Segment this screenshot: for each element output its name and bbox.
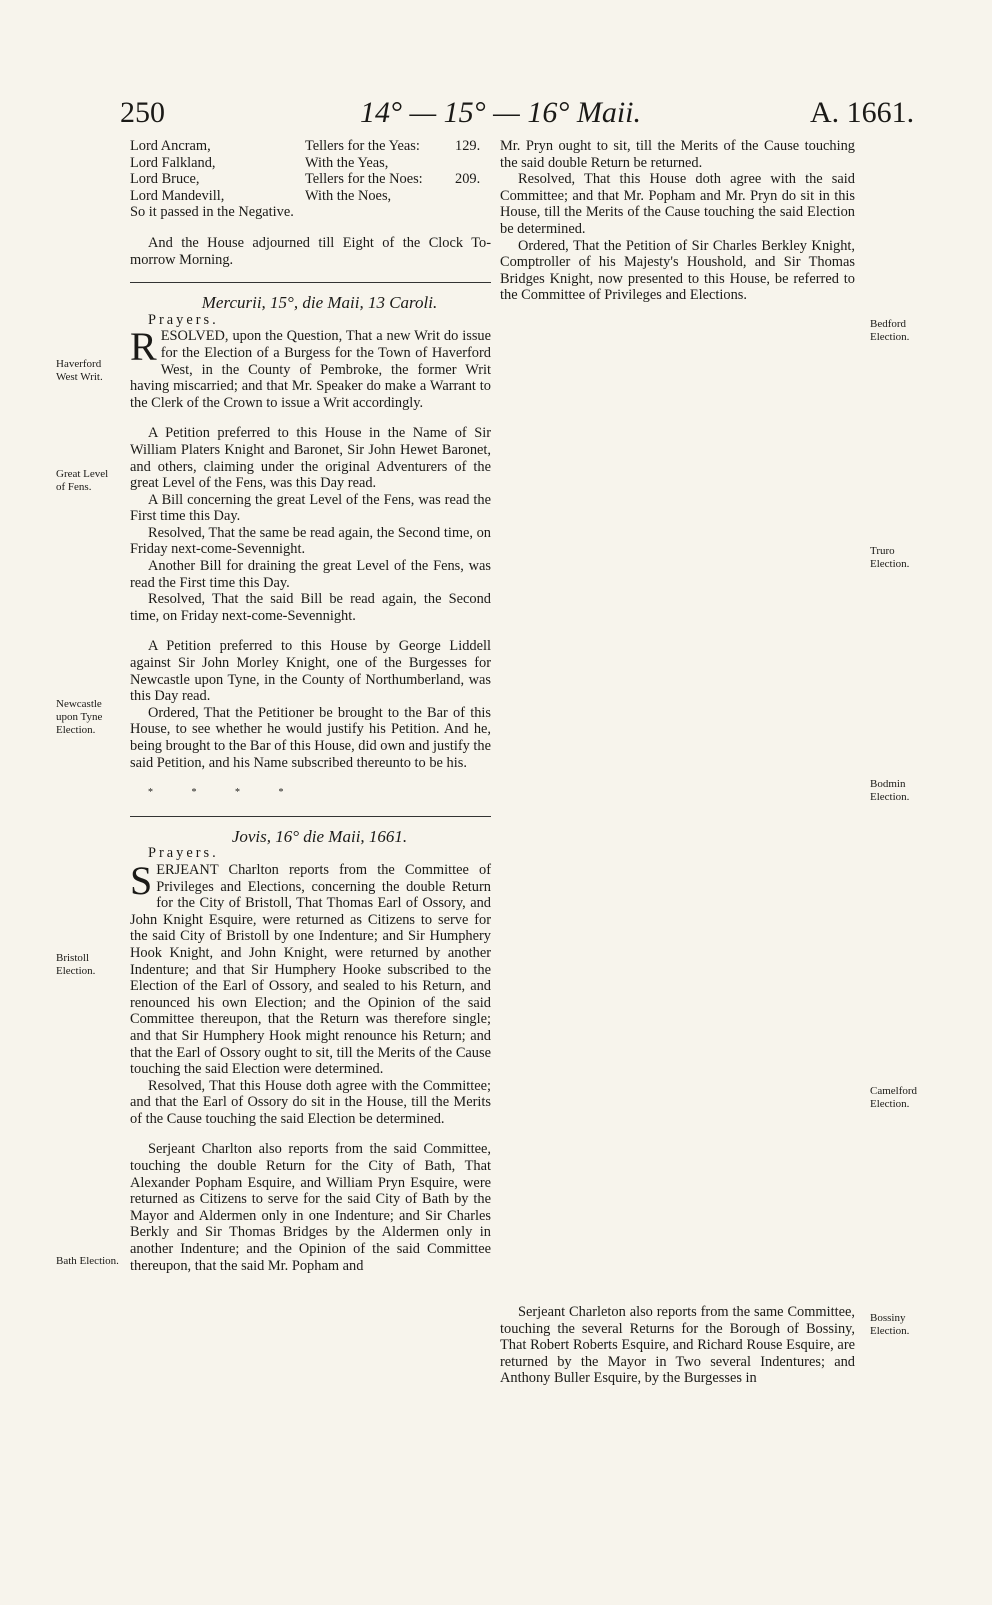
section-rule — [130, 816, 491, 817]
margin-haverford: Haverford West Writ. — [56, 358, 103, 383]
paragraph-bristoll — [130, 857, 491, 1078]
margin-camelford: Camelford Election. — [870, 1085, 918, 1110]
paragraph-bill-fens: A Bill concerning the great Level of the Fens, was read the First time this Day. — [130, 491, 491, 525]
tellers-list — [130, 138, 491, 204]
margin-bedford: Bedford Election. — [870, 318, 910, 343]
paragraph-ordered-newcastle: Ordered, That the Petitioner be brought to the Bar of this House, to see whether he would justify his Petition. And he, being brought to the Bar of this House, did own and justify the said Petition, and his Name subscribed thereunto to be his. — [130, 704, 491, 771]
paragraph-bath-continued: Mr. Pryn ought to sit, till the Merits of the Cause touching the said double Return be returned. — [500, 138, 855, 171]
left-column — [130, 138, 491, 1274]
paragraph-resolved-fens: Resolved, That the same be read again, the Second time, on Friday next-come-Sevennight. — [130, 524, 492, 558]
teller-count: 129. — [455, 138, 481, 154]
paragraph-ordered-berkley: Ordered, That the Petition of Sir Charles Berkley Knight, Comptroller of his Majesty's Houshold, and Sir Thomas Bridges Knight, now presented to this House, be referred to the Committee of Privileges and Elections. — [500, 237, 855, 304]
section-heading-jovis: Jovis, 16° die Maii, 1661. — [231, 826, 408, 846]
margin-bossiny: Bossiny Election. — [870, 1312, 910, 1337]
teller-count — [455, 188, 495, 205]
paragraph-text: ESOLVED, upon the Question, That a new Writ do issue for the Election of a Burgess for the Town of Haverford West, in the County of Pembroke, the former Writ having miscarried; and that Mr. Speaker do make a Warrant to the Clerk of the Crown to issue a Writ accordingly. — [130, 328, 491, 411]
paragraph-text: ERJEANT Charlton reports from the Committee of Privileges and Elections, concerning the double Return for the City of Bristoll, That Thomas Earl of Ossory, and John Knight Esquire, were returned as Citizens to serve for the said City of Bristoll by one Indenture; and Sir Humphery Hook Knight, and John Knight, were returned by another Indenture; and that Sir Humphery Hooke subscribed to the Election of the Earl of Ossory, and sealed to his Return, and renounced his own Election; and the Opinion of the said Committee thereupon, that the Return was therefore single; and that Sir Humphery Hook might renounce his Return; and that the Earl of Ossory ought to sit, till the Merits of the Cause touching the said Election were determined. — [130, 861, 491, 1078]
vote-result: So it passed in the Negative. — [130, 204, 294, 221]
teller-count — [455, 155, 495, 172]
paragraph-resolved-bristoll: Resolved, That this House doth agree with the Committee; and that the Earl of Ossory do sit in the House, till the Merits of the Cause touching the said Election be determined. — [130, 1077, 491, 1127]
margin-truro: Truro Election. — [870, 545, 910, 570]
adjournment: And the House adjourned till Eight of the Clock To-morrow Morning. — [130, 234, 491, 268]
teller-role: With the Yeas, — [305, 154, 389, 171]
margin-newcastle: Newcastle upon Tyne Election. — [56, 698, 103, 736]
page-number: 250 — [120, 96, 165, 129]
asterisks: * * * * — [148, 787, 302, 799]
teller-role: With the Noes, — [305, 187, 392, 204]
prayers-label: Prayers. — [148, 845, 219, 862]
section-heading-mercurii: Mercurii, 15°, die Maii, 13 Caroli. — [201, 293, 438, 313]
teller-role: Tellers for the Yeas: — [305, 138, 420, 154]
teller-name: Lord Falkland, — [130, 154, 216, 171]
section-rule — [130, 282, 491, 283]
teller-name: Lord Ancram, — [130, 138, 211, 154]
paragraph-bossiny: Serjeant Charleton also reports from the same Committee, touching the several Returns for the Borough of Bossiny, That Robert Roberts Esquire, and Richard Rouse Esquire, are returned by the Mayor in Two several Indentures; and Anthony Buller Esquire, by the Burgesses in — [500, 1303, 855, 1387]
prayers-label: Prayers. — [148, 311, 219, 328]
page-date-header: 14° — 15° — 16° Maii. — [360, 96, 642, 129]
drop-cap: S — [130, 857, 153, 903]
paragraph-bill-draining: Another Bill for draining the great Level of the Fens, was read the First time this Day. — [130, 558, 491, 591]
teller-count: 209. — [455, 171, 481, 188]
paragraph-petition-fens: A Petition preferred to this House in the Name of Sir William Platers Knight and Baronet, Sir John Hewet Baronet, and others, claiming under the original Adventurers of the great Level of the Fens, was this Day read. — [130, 425, 491, 492]
drop-cap: R — [130, 324, 157, 370]
margin-fens: Great Level of Fens. — [56, 468, 109, 493]
right-column — [500, 138, 855, 1387]
paragraph-haverford — [130, 324, 491, 411]
paragraph-bath: Serjeant Charlton also reports from the said Committee, touching the double Return for the City of Bath, That Alexander Popham Esquire, and William Pryn Esquire, were returned as Citizens to serve for the said City of Bath by the Mayor and Aldermen only in one Indenture; and Sir Charles Berkly and Sir Thomas Bridges by the Aldermen only in another Indenture; and the Opinion of the said Committee thereupon, that the said Mr. Popham and — [130, 1141, 491, 1274]
margin-bath: Bath Election. — [56, 1255, 119, 1267]
paragraph-newcastle: A Petition preferred to this House by George Liddell against Sir John Morley Knight, one of the Burgesses for Newcastle upon Tyne, in the County of Northumberland, was this Day read. — [130, 638, 491, 705]
teller-role: Tellers for the Noes: — [305, 171, 423, 188]
paragraph-resolved-draining: Resolved, That the said Bill be read again, the Second time, on Friday next-come-Sevennight. — [130, 591, 491, 624]
margin-bristoll: Bristoll Election. — [56, 952, 96, 977]
paragraph-resolved-bath: Resolved, That this House doth agree with the said Committee; and that Mr. Popham and Mr. Pryn do sit in this House, till the Merits of the Cause touching the said Election be determined. — [500, 171, 855, 237]
page-year: A. 1661. — [810, 96, 915, 129]
teller-name: Lord Bruce, — [130, 171, 200, 188]
teller-name: Lord Mandevill, — [130, 187, 225, 204]
margin-bodmin: Bodmin Election. — [870, 778, 910, 803]
